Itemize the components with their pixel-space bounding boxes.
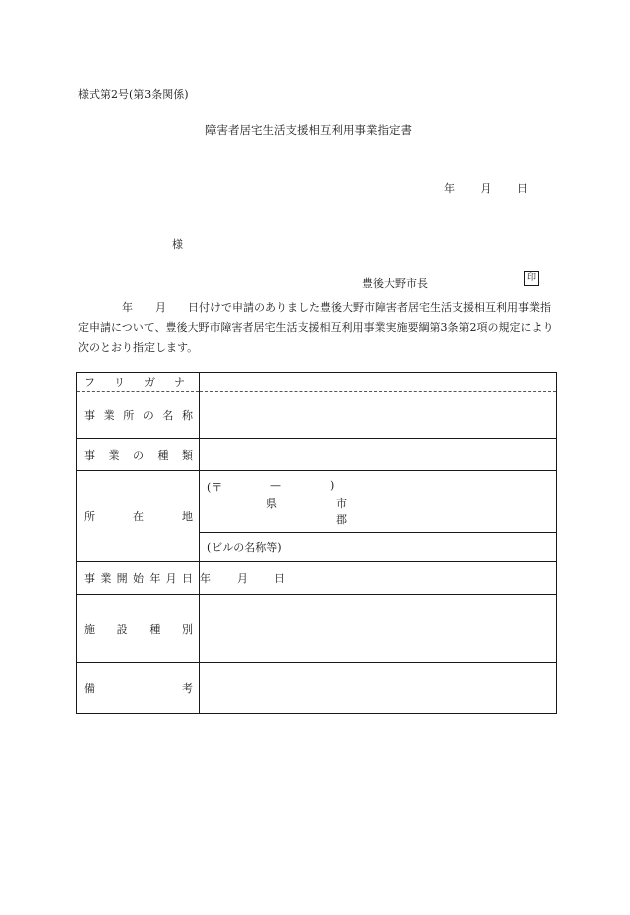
postal-open: (〒 [207, 481, 223, 494]
furigana-field[interactable] [200, 373, 557, 392]
building-label: (ビルの名称等) [207, 541, 282, 554]
postal-dash: — [270, 479, 281, 492]
facility-type-label: 施 設 種 別 [77, 595, 200, 663]
document-title: 障害者居宅生活支援相互利用事業指定書 [205, 123, 412, 137]
furigana-label: フ リ ガ ナ [77, 373, 200, 392]
business-type-field[interactable] [200, 439, 557, 471]
body-month: 月 [155, 301, 166, 314]
recipient-suffix: 様 [172, 238, 183, 251]
issue-date [444, 180, 528, 196]
office-name-label: 事 業 所 の 名 称 [77, 392, 200, 439]
building-field[interactable] [200, 533, 557, 562]
remarks-label: 備 考 [77, 663, 200, 714]
body-text: 日付けで申請のありました豊後大野市障害者居宅生活支援相互利用事業指定申請について、豊後大野市障害者居宅生活支援相互利用事業実施要綱第3条第2項の規定により次のとおり指定します。 [78, 301, 554, 354]
postal-close: ) [330, 479, 335, 492]
issuer-name: 豊後大野市長 [362, 277, 428, 290]
facility-type-field[interactable] [200, 595, 557, 663]
date-day: 日 [517, 182, 528, 195]
designation-table [76, 372, 557, 714]
location-label: 所 在 地 [77, 471, 200, 562]
prefecture-label: 県 [266, 497, 277, 510]
office-name-field[interactable] [200, 392, 557, 439]
start-date-label: 事 業 開 始 年 月 日 [77, 562, 200, 595]
start-date-field[interactable]: 年 月 日 [200, 562, 557, 595]
form-number: 様式第2号(第3条関係) [78, 88, 189, 101]
remarks-field[interactable] [200, 663, 557, 714]
address-field[interactable] [200, 471, 557, 533]
city-label: 市 [336, 497, 347, 510]
business-type-label: 事 業 の 種 類 [77, 439, 200, 471]
county-label: 郡 [336, 513, 347, 526]
body-year: 年 [122, 301, 133, 314]
body-paragraph [78, 298, 556, 358]
date-year: 年 [444, 182, 455, 195]
seal-mark: 印 [524, 271, 539, 286]
date-month: 月 [480, 182, 492, 195]
